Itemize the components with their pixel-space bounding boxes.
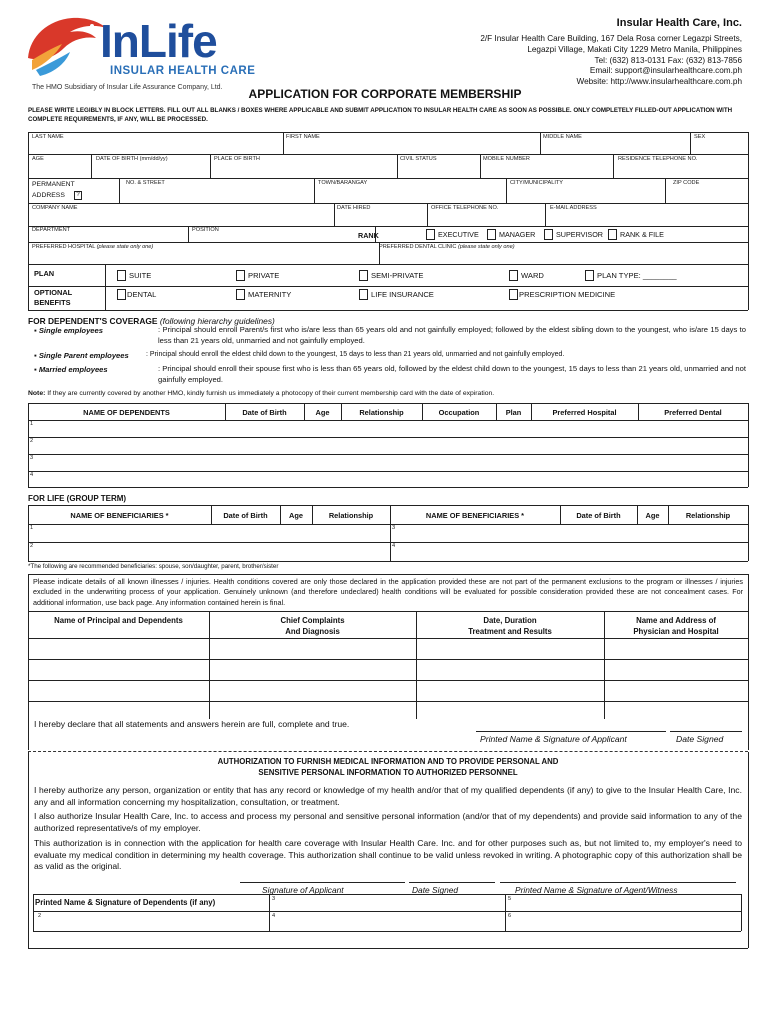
col-dep-relationship: Relationship xyxy=(359,408,404,417)
auth-title-2: SENSITIVE PERSONAL INFORMATION TO AUTHORIZED PERSONNEL xyxy=(258,768,518,777)
col-ben-name-2: NAME OF BENEFICIARIES * xyxy=(425,511,525,520)
brand-name: InLife xyxy=(100,15,217,67)
benefit-life-insurance-label: LIFE INSURANCE xyxy=(371,290,434,299)
declaration-date-label: Date Signed xyxy=(676,734,724,744)
rank-manager-checkbox[interactable] xyxy=(487,229,496,240)
pref-hospital-field[interactable] xyxy=(29,252,378,263)
date-hired-field[interactable] xyxy=(335,213,426,225)
illness-section xyxy=(28,574,748,720)
dep-row-1: 1 xyxy=(30,421,34,427)
auth-signature-field[interactable] xyxy=(240,868,405,882)
ben-row-4-field[interactable] xyxy=(398,543,747,560)
declaration-signature-field[interactable] xyxy=(476,718,666,731)
zip-field[interactable] xyxy=(666,189,747,202)
ben-row-1: 1 xyxy=(30,525,34,531)
dep-row-2: 2 xyxy=(30,438,34,444)
company-email: Email: support@insularhealthcare.com.ph xyxy=(589,66,742,76)
office-phone-field[interactable] xyxy=(428,213,544,225)
col-dep-plan: Plan xyxy=(505,408,522,417)
sex-field[interactable] xyxy=(691,142,747,153)
dep-sig-field-3[interactable] xyxy=(279,895,504,910)
office-phone-label: OFFICE TELEPHONE NO. xyxy=(431,205,499,211)
plan-suite-checkbox[interactable] xyxy=(117,270,126,281)
col-ben-age-2: Age xyxy=(645,511,660,520)
company-name: Insular Health Care, Inc. xyxy=(616,17,742,29)
first-name-label: FIRST NAME xyxy=(286,134,320,140)
town-field[interactable] xyxy=(315,189,505,202)
dependents-signature-label: Printed Name & Signature of Dependents (if any) xyxy=(35,898,216,907)
ben-row-2-field[interactable] xyxy=(36,543,389,560)
col-illness-physician-1: Name and Address of xyxy=(636,616,716,625)
city-field[interactable] xyxy=(507,189,664,202)
brand-tagline: INSULAR HEALTH CARE xyxy=(110,65,256,77)
rank-supervisor-label: SUPERVISOR xyxy=(556,230,603,239)
dependents-note-text: If they are currently covered by another HMO, kindly furnish us immediately a photocopy of their current membership card with the date of expiration. xyxy=(45,390,495,397)
dep-sig-num-5: 5 xyxy=(508,896,512,902)
dep-row-4: 4 xyxy=(30,472,34,478)
date-hired-label: DATE HIRED xyxy=(337,205,371,211)
auth-paragraph-2: I also authorize Insular Health Care, Inc. to access and process my personal and sensitive personal information (and/or that of my dependents) and provide said information to any of the authorized representative/s of my employer. xyxy=(34,811,742,833)
col-ben-name-1: NAME OF BENEFICIARIES * xyxy=(70,511,169,520)
rank-manager-label: MANAGER xyxy=(499,230,536,239)
dependents-signature-grid xyxy=(33,894,741,932)
rank-executive-label: EXECUTIVE xyxy=(438,230,479,239)
rank-executive-checkbox[interactable] xyxy=(426,229,435,240)
benefit-prescription-label: PRESCRIPTION MEDICINE xyxy=(519,290,616,299)
auth-date-signed-label: Date Signed xyxy=(412,885,459,895)
dob-label: DATE OF BIRTH (mm/dd/yy) xyxy=(96,156,168,162)
eagle-logo-icon xyxy=(22,14,108,76)
ben-row-3-field[interactable] xyxy=(398,525,747,541)
middle-name-field[interactable] xyxy=(541,142,689,153)
col-ben-dob-1: Date of Birth xyxy=(223,511,268,520)
dep-row-4-field[interactable] xyxy=(36,472,747,486)
col-illness-complaints-1: Chief Complaints xyxy=(280,616,345,625)
dep-sig-field-6[interactable] xyxy=(515,912,740,930)
auth-date-field[interactable] xyxy=(409,868,495,882)
dependents-heading-note: (following hierarchy guidelines) xyxy=(159,316,275,326)
dep-sig-field-2[interactable] xyxy=(45,912,268,930)
company-phone: Tel: (632) 813-0131 Fax: (632) 813-7856 xyxy=(594,55,742,65)
pref-dental-note: (please state only one) xyxy=(457,244,515,250)
ben-row-1-field[interactable] xyxy=(36,525,389,541)
col-dep-dental: Preferred Dental xyxy=(664,408,722,417)
ben-row-3: 3 xyxy=(392,525,396,531)
place-of-birth-field[interactable] xyxy=(211,164,396,177)
first-name-field[interactable] xyxy=(284,142,539,153)
permanent-label: PERMANENT xyxy=(32,181,75,188)
res-phone-field[interactable] xyxy=(614,164,747,177)
plan-private-checkbox[interactable] xyxy=(236,270,245,281)
dep-sig-num-3: 3 xyxy=(272,896,276,902)
plan-ward-label: WARD xyxy=(521,271,544,280)
dep-sig-num-2: 2 xyxy=(38,913,42,919)
dep-sig-field-5[interactable] xyxy=(515,895,740,910)
pref-dental-field[interactable] xyxy=(380,252,747,263)
company-website: Website: http://www.insularhealthcare.com.ph xyxy=(576,77,742,87)
col-illness-date-2: Treatment and Results xyxy=(468,627,552,636)
brand-subsidiary: The HMO Subsidiary of Insular Life Assurance Company, Ltd. xyxy=(32,84,223,91)
benefit-life-insurance-checkbox[interactable] xyxy=(359,289,368,300)
optional-label: OPTIONAL xyxy=(34,288,73,297)
department-label: DEPARTMENT xyxy=(32,227,71,233)
town-label: TOWN/BARANGAY xyxy=(318,180,368,186)
address-help-icon: ? xyxy=(74,191,82,200)
sex-label: SEX xyxy=(694,134,706,140)
illness-row-3[interactable] xyxy=(29,681,747,700)
illness-row-1[interactable] xyxy=(29,639,747,658)
address-label: ADDRESS xyxy=(32,192,65,199)
dob-field[interactable] xyxy=(92,164,209,177)
plan-semi-private-checkbox[interactable] xyxy=(359,270,368,281)
street-label: NO. & STREET xyxy=(126,180,165,186)
plan-label: PLAN xyxy=(34,269,55,278)
rule-married-label: ▪ Married employees xyxy=(34,365,108,374)
col-illness-physician-2: Physician and Hospital xyxy=(633,627,719,636)
civil-status-label: CIVIL STATUS xyxy=(400,156,437,162)
col-ben-rel-2: Relationship xyxy=(685,511,731,520)
rule-single-parent-text: : Principal should enroll the eldest child down to the youngest, 15 days to less than 21 years old, unmarried and not gainfully employed. xyxy=(146,351,565,358)
rule-single-label: ▪ Single employees xyxy=(34,326,103,335)
col-illness-name: Name of Principal and Dependents xyxy=(54,616,183,625)
position-label: POSITION xyxy=(192,227,219,233)
plan-private-label: PRIVATE xyxy=(248,271,280,280)
ben-row-4: 4 xyxy=(392,543,396,549)
form-title: APPLICATION FOR CORPORATE MEMBERSHIP xyxy=(248,87,522,101)
mobile-field[interactable] xyxy=(481,164,612,177)
rank-supervisor-checkbox[interactable] xyxy=(544,229,553,240)
auth-agent-label: Printed Name & Signature of Agent/Witness xyxy=(515,885,678,895)
col-ben-dob-2: Date of Birth xyxy=(576,511,621,520)
benefit-prescription-checkbox[interactable] xyxy=(509,289,518,300)
pref-hospital-note: (please state only one) xyxy=(96,244,154,250)
dependents-heading-text: FOR DEPENDENT'S COVERAGE xyxy=(28,316,158,326)
city-label: CITY/MUNICIPALITY xyxy=(510,180,564,186)
email-field[interactable] xyxy=(546,213,747,225)
dependents-table xyxy=(28,403,748,487)
last-name-field[interactable] xyxy=(29,142,282,153)
col-dep-occupation: Occupation xyxy=(438,408,480,417)
form-instructions: PLEASE WRITE LEGIBLY IN BLOCK LETTERS. FILL OUT ALL BLANKS / BOXES WHERE APPLICABLE AND SUBMIT APPLICATION TO INSULAR HEALTH CARE AS SOON AS POSSIBLE. ONLY COMPLETELY FILLED-OUT APPLICATION WITH COMPLETE REQUIREMENTS, IF ANY, WILL BE PROCESSED. xyxy=(28,107,733,123)
company-field[interactable] xyxy=(29,213,333,225)
dep-row-3-field[interactable] xyxy=(36,455,747,470)
last-name-label: LAST NAME xyxy=(32,134,64,140)
auth-sig-applicant-label: Signature of Applicant xyxy=(262,885,344,895)
company-address-2: Legazpi Village, Makati City 1229 Metro Manila, Philippines xyxy=(527,44,742,54)
plan-type-checkbox[interactable] xyxy=(585,270,594,281)
col-illness-date-1: Date, Duration xyxy=(483,616,537,625)
col-dep-hospital: Preferred Hospital xyxy=(552,408,617,417)
street-field[interactable] xyxy=(120,189,313,202)
declaration-sig-label: Printed Name & Signature of Applicant xyxy=(480,734,627,744)
res-phone-label: RESIDENCE TELEPHONE NO. xyxy=(618,156,698,162)
col-ben-rel-1: Relationship xyxy=(328,511,374,520)
life-table xyxy=(28,505,748,561)
plan-semi-private-label: SEMI-PRIVATE xyxy=(371,271,424,280)
rank-and-file-label: RANK & FILE xyxy=(620,230,664,239)
rank-label: RANK xyxy=(358,231,379,240)
illness-intro: Please indicate details of all known illnesses / injuries. Health conditions covered are only those declared in the application provided these are not part of the permanent exclusions to the program or illnesses / injuries excluded in the underwriting process of your application. Genuinely unknown (and therefore undeclared) health conditions will be evaluated for possible consideration provided these are not concealment cases. For additional information, use back page. Any information contained herein is final. xyxy=(33,577,743,607)
declaration-text: I hereby declare that all statements and answers herein are full, complete and true. xyxy=(34,719,350,729)
illness-row-4[interactable] xyxy=(29,702,747,719)
dep-sig-num-6: 6 xyxy=(508,913,512,919)
age-label: AGE xyxy=(32,156,44,162)
company-info xyxy=(322,16,742,88)
benefit-maternity-label: MATERNITY xyxy=(248,290,292,299)
plan-type-label: PLAN TYPE: ________ xyxy=(597,271,677,280)
col-dep-age: Age xyxy=(315,408,330,417)
email-label: E-MAIL ADDRESS xyxy=(550,205,597,211)
dep-row-2-field[interactable] xyxy=(36,438,747,453)
middle-name-label: MIDDLE NAME xyxy=(543,134,582,140)
beneficiaries-footnote: *The following are recommended beneficiaries: spouse, son/daughter, parent, brother/sister xyxy=(28,563,279,570)
illness-row-2[interactable] xyxy=(29,660,747,679)
rule-married-text: : Principal should enroll their spouse first who is less than 65 years old, followed by the eldest child down to the youngest, 15 days to less than 21 years old, unmarried and not gainfully employed. xyxy=(158,364,746,384)
dep-row-1-field[interactable] xyxy=(36,421,747,436)
dep-row-3: 3 xyxy=(30,455,34,461)
benefit-maternity-checkbox[interactable] xyxy=(236,289,245,300)
ben-row-2: 2 xyxy=(30,543,34,549)
plan-grid xyxy=(28,242,748,312)
life-heading: FOR LIFE (GROUP TERM) xyxy=(28,494,127,503)
benefits-label: BENEFITS xyxy=(34,298,71,307)
rule-single-parent-label: ▪ Single Parent employees xyxy=(34,351,129,360)
declaration-date-field[interactable] xyxy=(670,718,742,731)
auth-paragraph-1: I hereby authorize any person, organization or entity that has any record or knowledge of my health and/or that of my qualified dependents (if any) to give to the Insular Health Care, Inc. any and all information concerning my hospitalization, consultation, or treatment. xyxy=(34,785,742,807)
col-dep-name: NAME OF DEPENDENTS xyxy=(83,408,170,417)
place-of-birth-label: PLACE OF BIRTH xyxy=(214,156,260,162)
col-illness-complaints-2: And Diagnosis xyxy=(285,627,340,636)
plan-suite-label: SUITE xyxy=(129,271,152,280)
rule-single-text: : Principal should enroll Parent/s first who is/are less than 65 years old and not gainfully employed; followed by the eldest sibling down to the youngest, who is/are 15 days to less than 21 years old, unmarried and not gainfully employed. xyxy=(158,325,746,345)
dependents-note-label: Note: xyxy=(28,390,46,397)
dep-sig-field-4[interactable] xyxy=(279,912,504,930)
personal-info-grid xyxy=(28,132,748,252)
company-address-1: 2/F Insular Health Care Building, 167 Dela Rosa corner Legazpi Streets, xyxy=(480,34,742,43)
col-ben-age-1: Age xyxy=(289,511,303,520)
logo xyxy=(22,12,272,92)
plan-ward-checkbox[interactable] xyxy=(509,270,518,281)
dependents-note xyxy=(28,391,494,398)
pref-hospital-text: PREFERRED HOSPITAL xyxy=(32,244,96,250)
company-label: COMPANY NAME xyxy=(32,205,78,211)
zip-label: ZIP CODE xyxy=(673,180,700,186)
mobile-label: MOBILE NUMBER xyxy=(483,156,530,162)
benefit-dental-checkbox[interactable] xyxy=(117,289,126,300)
rank-and-file-checkbox[interactable] xyxy=(608,229,617,240)
pref-dental-text: PREFERRED DENTAL CLINIC xyxy=(379,244,457,250)
age-field[interactable] xyxy=(29,164,90,177)
auth-paragraph-3: This authorization is in connection with the application for health care coverage with Insular Health Care. Inc. and for other purposes such as, but not limited to, my employer's need to evaluate my medical condition in determining my health coverage. This authorization shall continue to be valid unless revoked in writing. A photographic copy of this authorization shall be as valid as the original. xyxy=(34,838,742,871)
civil-status-field[interactable] xyxy=(398,164,479,177)
auth-title-1: AUTHORIZATION TO FURNISH MEDICAL INFORMATION AND TO PROVIDE PERSONAL AND xyxy=(217,757,559,766)
dep-sig-num-4: 4 xyxy=(272,913,276,919)
auth-agent-field[interactable] xyxy=(500,868,736,882)
col-dep-dob: Date of Birth xyxy=(242,408,287,417)
benefit-dental-label: DENTAL xyxy=(127,290,157,299)
